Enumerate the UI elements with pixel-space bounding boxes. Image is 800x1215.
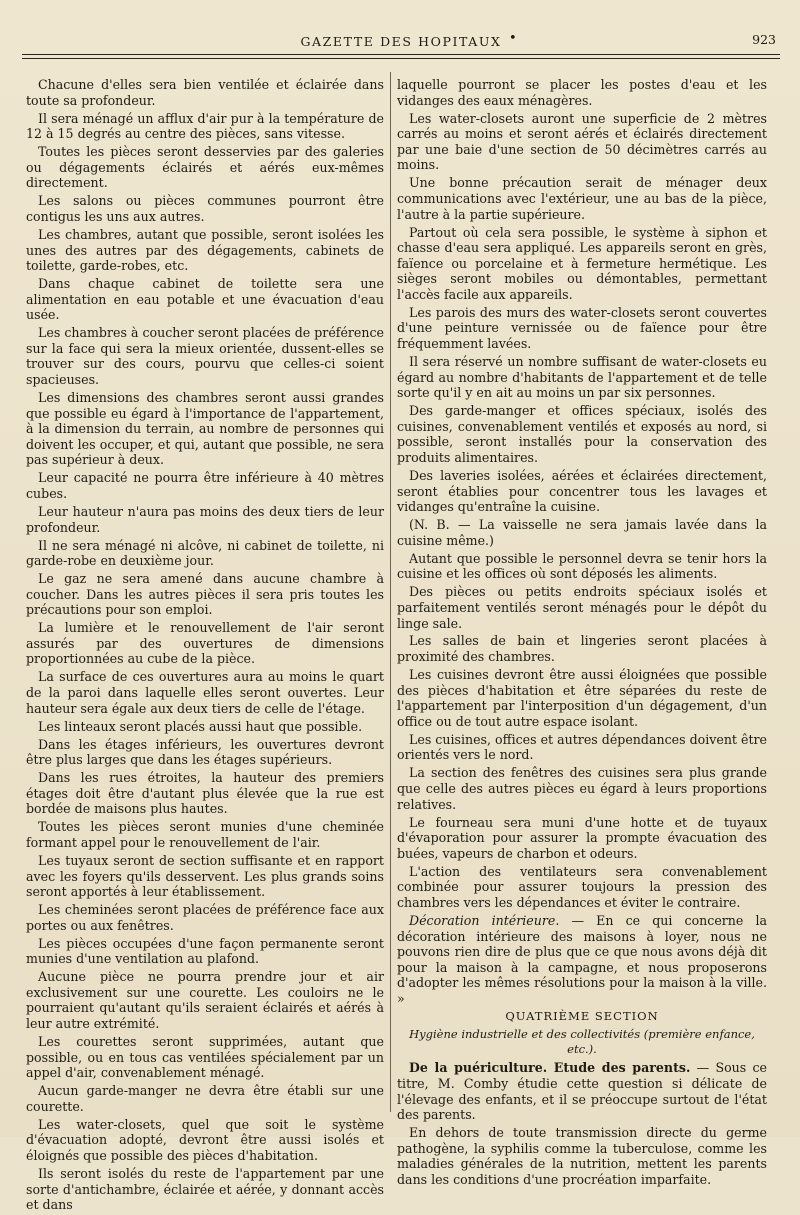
paragraph-decoration bbox=[397, 913, 767, 1007]
paragraph: Les tuyaux seront de section suffisante et en rapport avec les foyers qu'ils desservent. Les plus grands soins seront apportés à leur établissement. bbox=[26, 852, 384, 900]
paragraph: Les salles de bain et lingeries seront placées à proximité des chambres. bbox=[397, 633, 767, 665]
paragraph: (N. B. — La vaisselle ne sera jamais lavée dans la cuisine même.) bbox=[397, 517, 767, 548]
right-column bbox=[397, 77, 767, 1190]
paragraph: Partout où cela sera possible, le système à siphon et chasse d'eau sera appliqué. Les appareils seront en grès, faïence ou porcelaine et à fermeture hermétique. Les sièges seront mobiles ou démontables, permettant l'accès facile aux appareils. bbox=[397, 224, 767, 302]
paragraph: Aucune pièce ne pourra prendre jour et air exclusivement sur une courette. Les couloirs ne le pourraient qu'autant qu'ils seraient éclairés et aérés à leur autre extrémité. bbox=[26, 969, 384, 1032]
left-column bbox=[26, 77, 384, 1215]
paragraph: Les cuisines devront être aussi éloignées que possible des pièces d'habitation et être séparées du reste de l'appartement par l'interposition d'un dégagement, d'un office ou de tout autre espace isolant. bbox=[397, 667, 767, 729]
paragraph: Les chambres, autant que possible, seront isolées les unes des autres par des dégagements, cabinets de toilette, garde-robes, etc. bbox=[26, 226, 384, 274]
paragraph: La surface de ces ouvertures aura au moins le quart de la paroi dans laquelle elles seront ouvertes. Leur hauteur sera égale aux deux tiers de celle de l'étage. bbox=[26, 669, 384, 716]
run-in-heading: Décoration intérieure. bbox=[409, 912, 560, 928]
paragraph: Les water-closets, quel que soit le système d'évacuation adopté, devront être aussi isolés et éloignés que possible des pièces d'habitation. bbox=[26, 1116, 384, 1163]
paragraph: Dans les rues étroites, la hauteur des premiers étages doit être d'autant plus élevée que la rue est bordée de maisons plus hautes. bbox=[26, 770, 384, 817]
paragraph: Les salons ou pièces communes pourront être contigus les uns aux autres. bbox=[26, 193, 384, 224]
paragraph: Les cuisines, offices et autres dépendances doivent être orientés vers le nord. bbox=[397, 731, 767, 763]
run-in-heading: De la puériculture. Etude des parents. bbox=[409, 1060, 691, 1076]
paragraph: Il sera réservé un nombre suffisant de water-closets eu égard au nombre d'habitants de l'appartement et de telle sorte qu'il y en ait au moins un par six personnes. bbox=[397, 354, 767, 401]
paragraph: Les cheminées seront placées de préférence face aux portes ou aux fenêtres. bbox=[26, 902, 384, 933]
paragraph: Des pièces ou petits endroits spéciaux isolés et parfaitement ventilés seront ménagés pour le dépôt du linge sale. bbox=[397, 584, 767, 631]
paragraph: Dans les étages inférieurs, les ouvertures devront être plus larges que dans les étages supérieurs. bbox=[26, 736, 384, 768]
paragraph: En dehors de toute transmission directe du germe pathogène, la syphilis comme la tuberculose, comme les maladies générales de la nutrition, mettent les parents dans les conditions d'une procréation imparfaite. bbox=[397, 1125, 767, 1187]
paragraph: Il sera ménagé un afflux d'air pur à la température de 12 à 15 degrés au centre des pièces, sans vitesse. bbox=[26, 110, 384, 142]
paragraph: Les pièces occupées d'une façon permanente seront munies d'une ventilation au plafond. bbox=[26, 935, 384, 967]
paragraph: Une bonne précaution serait de ménager deux communications avec l'extérieur, une au bas de la pièce, l'autre à la partie supérieure. bbox=[397, 175, 767, 222]
paragraph: Il ne sera ménagé ni alcôve, ni cabinet de toilette, ni garde-robe en deuxième jour. bbox=[26, 537, 384, 569]
paragraph: Les courettes seront supprimées, autant que possible, ou en tous cas ventilées spécialement par un appel d'air, convenablement ménagé. bbox=[26, 1034, 384, 1081]
paragraph-text: — Sous ce titre, M. Comby étudie cette question si délicate de l'élevage des enfants, et il se préoccupe surtout de l'état des parents. bbox=[397, 1060, 767, 1123]
paragraph-text: — En ce qui concerne la décoration intérieure des maisons à loyer, nous ne pouvons rien dire de plus que ce que nous avons déjà dit pour la maison à la campagne, et nous proposerons d'adopter les mêmes résolutions pour la maison à la ville. » bbox=[397, 912, 767, 1006]
section-title: QUATRIÈME SECTION bbox=[505, 1008, 659, 1023]
paragraph: Les chambres à coucher seront placées de préférence sur la face qui sera la mieux orientée, dussent-elles se trouver sur des cours, pourvu que celles-ci soient spacieuses. bbox=[26, 325, 384, 388]
paragraph: Les water-closets auront une superficie de 2 mètres carrés au moins et seront aérés et éclairés directement par une baie d'une section de 50 décimètres carrés au moins. bbox=[397, 110, 767, 173]
page-number: 923 bbox=[752, 32, 776, 47]
journal-title: GAZETTE DES HOPITAUX bbox=[300, 34, 502, 49]
paragraph: Le fourneau sera muni d'une hotte et de tuyaux d'évaporation pour assurer la prompte évacuation des buées, vapeurs de charbon et odeurs. bbox=[397, 814, 767, 861]
paragraph: La section des fenêtres des cuisines sera plus grande que celle des autres pièces eu égard à leurs proportions relatives. bbox=[397, 765, 767, 812]
paragraph: La lumière et le renouvellement de l'air seront assurés par des ouvertures de dimensions proportionnées au cube de la pièce. bbox=[26, 620, 384, 667]
paragraph: Les parois des murs des water-closets seront couvertes d'une peinture vernissée ou de faïence pour être fréquemment lavées. bbox=[397, 304, 767, 352]
paragraph: Des laveries isolées, aérées et éclairées directement, seront établies pour concentrer tous les lavages et vidanges qu'entraîne la cuisine. bbox=[397, 467, 767, 515]
paragraph: Toutes les pièces seront munies d'une cheminée formant appel pour le renouvellement de l'air. bbox=[26, 819, 384, 850]
paragraph-puericulture bbox=[397, 1060, 767, 1122]
paragraph: Toutes les pièces seront desservies par des galeries ou dégagements éclairés et aérés eux-mêmes directement. bbox=[26, 144, 384, 191]
paragraph: Les dimensions des chambres seront aussi grandes que possible eu égard à l'importance de l'appartement, à la dimension du terrain, au nombre de personnes qui doivent les occuper, et qui, autant que possible, ne sera pas supérieur à deux. bbox=[26, 390, 384, 468]
paragraph: Des garde-manger et offices spéciaux, isolés des cuisines, convenablement ventilés et exposés au nord, si possible, seront installés pour la conservation des produits alimentaires. bbox=[397, 403, 767, 465]
header-rule-thick bbox=[22, 54, 780, 55]
paragraph: Chacune d'elles sera bien ventilée et éclairée dans toute sa profondeur. bbox=[26, 77, 384, 108]
paragraph: Autant que possible le personnel devra se tenir hors la cuisine et les offices où sont déposés les aliments. bbox=[397, 550, 767, 582]
paragraph: Ils seront isolés du reste de l'appartement par une sorte d'antichambre, éclairée et aérée, y donnant accès et dans bbox=[26, 1165, 384, 1213]
paragraph: Leur hauteur n'aura pas moins des deux tiers de leur profondeur. bbox=[26, 503, 384, 535]
paragraph: Dans chaque cabinet de toilette sera une alimentation en eau potable et une évacuation d'eau usée. bbox=[26, 276, 384, 323]
paragraph: L'action des ventilateurs sera convenablement combinée pour assurer toujours la pression des chambres vers les dépendances et éviter le contraire. bbox=[397, 863, 767, 910]
section-subtitle: Hygiène industrielle et des collectivités (première enfance, etc.). bbox=[409, 1026, 755, 1057]
header-rule-thin bbox=[22, 58, 780, 59]
paragraph: Leur capacité ne pourra être inférieure à 40 mètres cubes. bbox=[26, 470, 384, 501]
paragraph: Le gaz ne sera amené dans aucune chambre à coucher. Dans les autres pièces il sera pris toutes les précautions pour son emploi. bbox=[26, 571, 384, 618]
paragraph: Aucun garde-manger ne devra être établi sur une courette. bbox=[26, 1083, 384, 1114]
paragraph: laquelle pourront se placer les postes d'eau et les vidanges des eaux ménagères. bbox=[397, 77, 767, 108]
header-bullet: • bbox=[509, 31, 517, 46]
column-divider bbox=[390, 72, 391, 1112]
page-header bbox=[22, 30, 780, 60]
paragraph: Les linteaux seront placés aussi haut que possible. bbox=[38, 718, 363, 734]
